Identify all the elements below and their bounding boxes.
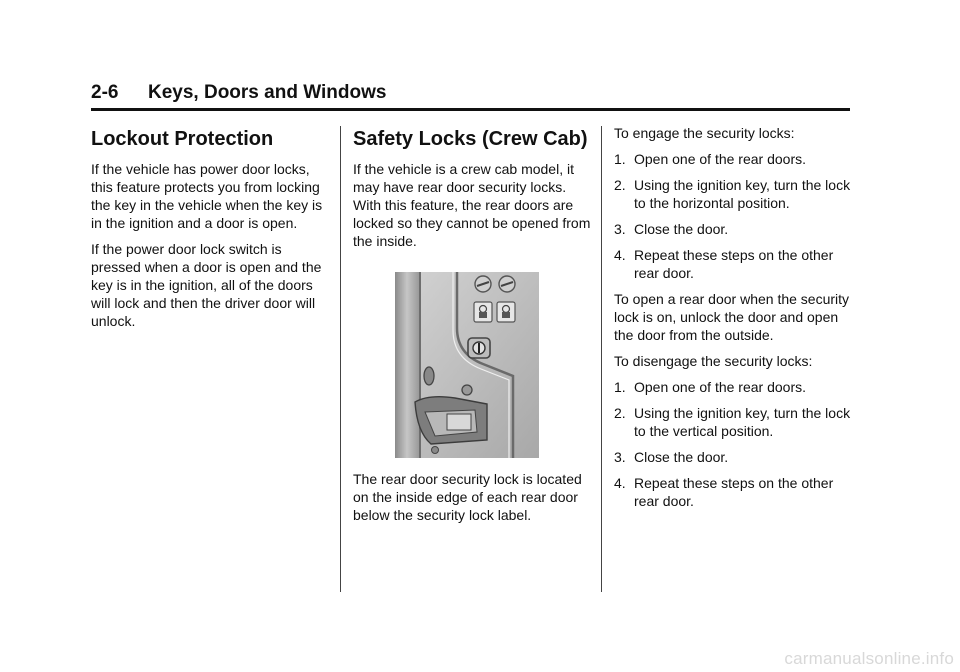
disengage-intro: To disengage the security locks:	[614, 353, 813, 369]
screw-icon	[475, 276, 491, 292]
column-safety-locks	[353, 126, 591, 532]
step-text: Using the ignition key, turn the lock to the vertical position.	[634, 405, 851, 439]
disengage-steps-list	[614, 378, 854, 510]
list-item	[614, 404, 854, 440]
door-security-lock-illustration	[395, 272, 539, 458]
list-item	[614, 150, 854, 168]
engage-steps-list	[614, 150, 854, 282]
engage-intro: To engage the security locks:	[614, 125, 795, 141]
watermark: carmanualsonline.info	[784, 649, 954, 668]
heading-safety-locks: Safety Locks (Crew Cab)	[353, 128, 588, 150]
step-number: 1.	[614, 379, 626, 395]
list-item	[614, 176, 854, 212]
paragraph: If the power door lock switch is pressed when a door is open and the key is in the ignition, all of the doors will lock and then the driver door will unlock.	[91, 241, 322, 329]
step-number: 2.	[614, 177, 626, 193]
figure-caption: The rear door security lock is located on the inside edge of each rear door below the security lock label.	[353, 471, 582, 523]
step-text: Repeat these steps on the other rear door.	[634, 247, 834, 281]
page-number: 2-6	[91, 82, 119, 103]
step-number: 3.	[614, 221, 626, 237]
list-item	[614, 474, 854, 510]
paragraph: If the vehicle is a crew cab model, it may have rear door security locks. With this feature, the rear doors are locked so they cannot be opened from the inside.	[353, 161, 591, 249]
column-security-lock-steps	[614, 126, 854, 518]
step-number: 1.	[614, 151, 626, 167]
heading-lockout-protection: Lockout Protection	[91, 128, 274, 150]
open-door-note: To open a rear door when the security lock is on, unlock the door and open the door from the outside.	[614, 291, 850, 343]
column-divider	[601, 126, 602, 592]
step-text: Repeat these steps on the other rear door.	[634, 475, 834, 509]
column-divider	[340, 126, 341, 592]
list-item	[614, 448, 854, 466]
step-text: Close the door.	[634, 449, 729, 465]
step-number: 4.	[614, 247, 626, 263]
step-number: 4.	[614, 475, 626, 491]
security-lock-icon	[468, 338, 490, 358]
list-item	[614, 220, 854, 238]
page-header	[91, 80, 850, 111]
step-number: 2.	[614, 405, 626, 421]
paragraph: If the vehicle has power door locks, this feature protects you from locking the key in the vehicle when the key is in the ignition and a door is open.	[91, 161, 323, 231]
section-title: Keys, Doors and Windows	[148, 82, 387, 103]
step-number: 3.	[614, 449, 626, 465]
step-text: Open one of the rear doors.	[634, 379, 806, 395]
column-lockout-protection	[91, 126, 329, 338]
step-text: Open one of the rear doors.	[634, 151, 806, 167]
list-item	[614, 246, 854, 282]
screw-icon	[499, 276, 515, 292]
step-text: Close the door.	[634, 221, 729, 237]
step-text: Using the ignition key, turn the lock to the horizontal position.	[634, 177, 851, 211]
list-item	[614, 378, 854, 396]
